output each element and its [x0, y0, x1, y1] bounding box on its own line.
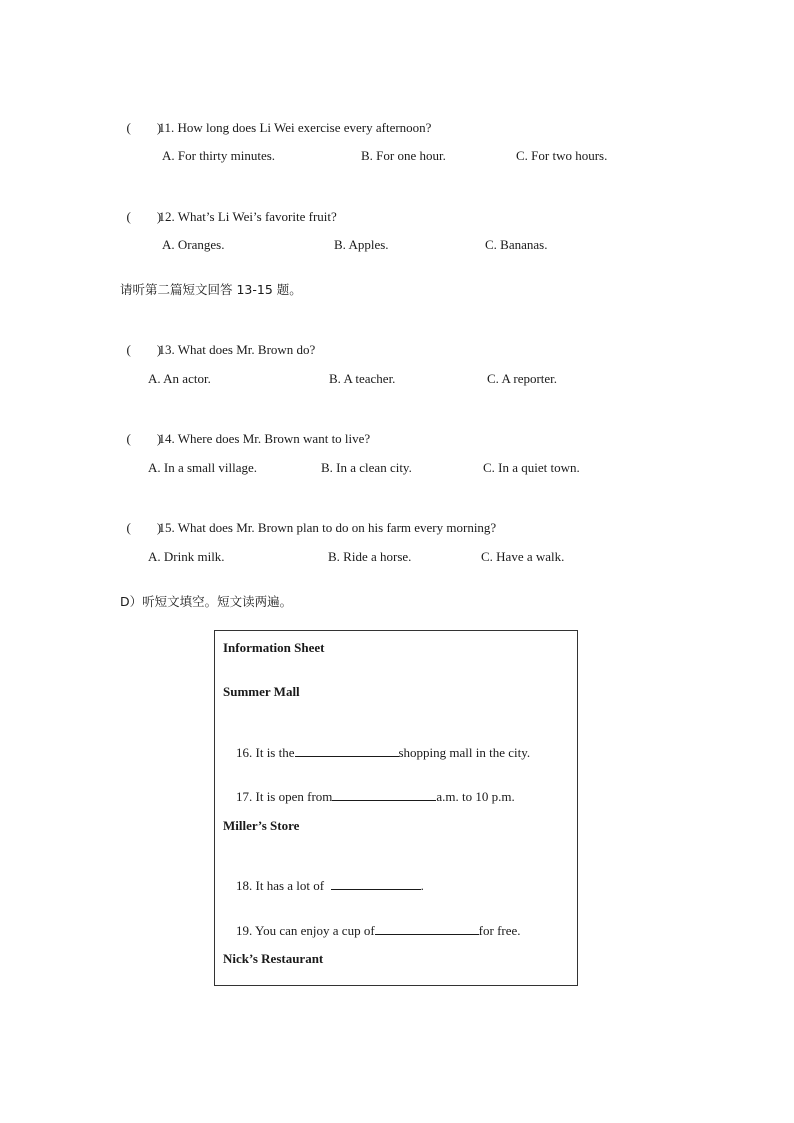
question-11: [120, 104, 431, 136]
question-14: [120, 415, 370, 447]
item-16-suffix: shopping mall in the city.: [398, 745, 531, 760]
option-b: B. For one hour.: [361, 148, 446, 163]
option-c: C. A reporter.: [487, 371, 558, 386]
blank-19[interactable]: [375, 923, 479, 935]
option-b: B. Apples.: [334, 237, 389, 252]
information-sheet: [214, 630, 578, 986]
heading-millers-store: Miller’s Store: [223, 818, 300, 833]
section-d-instruction: D）听短文填空。短文读两遍。: [120, 594, 293, 609]
item-16: [223, 729, 530, 777]
heading-nicks-restaurant: Nick’s Restaurant: [223, 951, 324, 966]
question-text: 11. How long does Li Wei exercise every afternoon?: [158, 120, 432, 135]
option-a: A. In a small village.: [148, 460, 258, 475]
question-12: [120, 193, 337, 225]
option-a: A. An actor.: [148, 371, 211, 386]
answer-paren[interactable]: ( ): [126, 431, 162, 446]
option-a: A. For thirty minutes.: [162, 148, 276, 163]
question-text: 14. Where does Mr. Brown want to live?: [158, 431, 371, 446]
question-text: 13. What does Mr. Brown do?: [158, 342, 316, 357]
option-c: C. Bananas.: [485, 237, 548, 252]
section-instruction: 请听第二篇短文回答 13-15 题。: [120, 282, 302, 297]
option-a: A. Drink milk.: [148, 549, 225, 564]
item-18-prefix: 18. It has a lot of: [236, 878, 331, 893]
option-a: A. Oranges.: [162, 237, 225, 252]
blank-18[interactable]: [331, 878, 421, 890]
item-18: [223, 862, 424, 910]
item-16-prefix: 16. It is the: [236, 745, 295, 760]
item-19: [223, 907, 521, 955]
item-17-prefix: 17. It is open from: [236, 789, 333, 804]
sheet-title: Information Sheet: [223, 640, 325, 655]
option-b: B. Ride a horse.: [328, 549, 412, 564]
question-text: 15. What does Mr. Brown plan to do on his farm every morning?: [158, 520, 497, 535]
item-19-suffix: for free.: [478, 923, 521, 938]
item-17: [223, 773, 515, 821]
option-b: B. A teacher.: [329, 371, 396, 386]
option-c: C. In a quiet town.: [483, 460, 580, 475]
answer-paren[interactable]: ( ): [126, 120, 162, 135]
answer-paren[interactable]: ( ): [126, 209, 162, 224]
blank-17[interactable]: [332, 789, 436, 801]
option-c: C. For two hours.: [516, 148, 608, 163]
heading-summer-mall: Summer Mall: [223, 684, 300, 699]
question-text: 12. What’s Li Wei’s favorite fruit?: [158, 209, 337, 224]
item-18-suffix: .: [420, 878, 424, 893]
item-19-prefix: 19. You can enjoy a cup of: [236, 923, 375, 938]
answer-paren[interactable]: ( ): [126, 520, 162, 535]
question-15: [120, 504, 496, 536]
answer-paren[interactable]: ( ): [126, 342, 162, 357]
option-c: C. Have a walk.: [481, 549, 565, 564]
option-b: B. In a clean city.: [321, 460, 412, 475]
blank-16[interactable]: [295, 745, 399, 757]
item-17-suffix: a.m. to 10 p.m.: [436, 789, 515, 804]
question-13: [120, 326, 315, 358]
